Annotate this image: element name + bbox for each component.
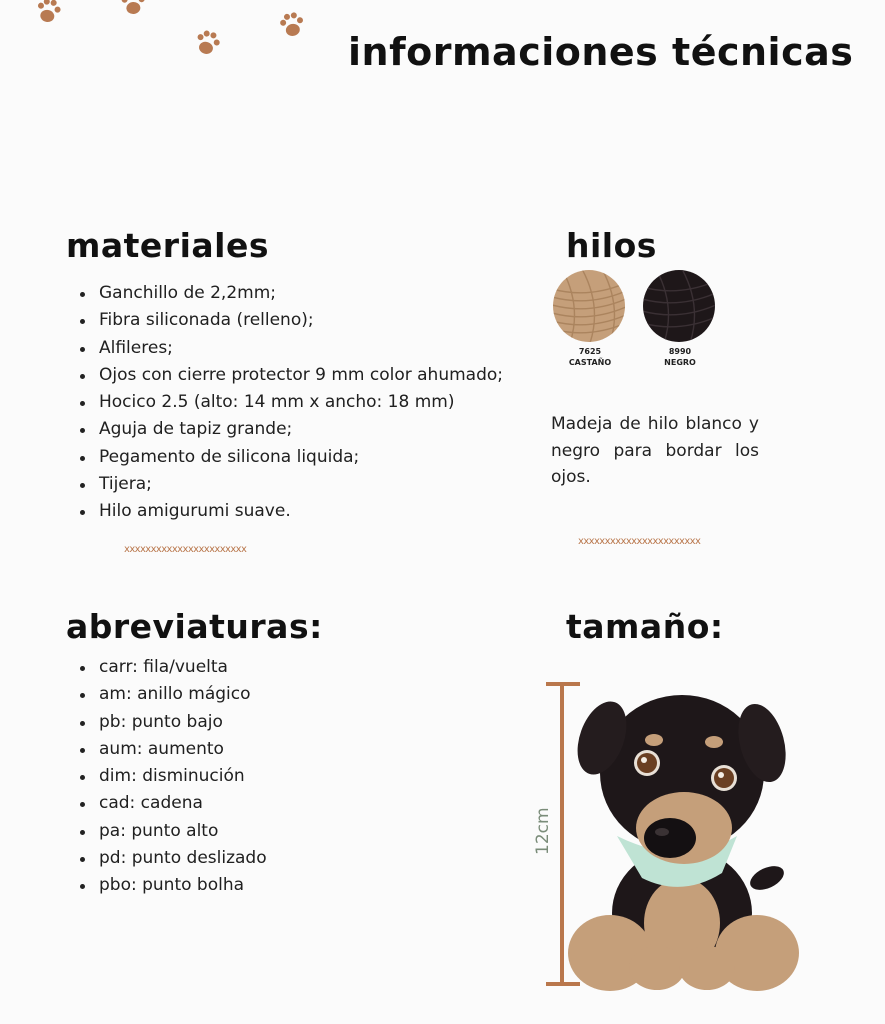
paw-icon [194, 29, 222, 57]
list-item: dim: disminución [77, 763, 267, 790]
list-item: carr: fila/vuelta [77, 654, 267, 681]
paw-prints-decoration [0, 0, 330, 70]
list-item: Tijera; [77, 471, 503, 498]
yarn-code: 7625 [578, 347, 602, 356]
list-item: pa: punto alto [77, 818, 267, 845]
yarn-swatch-castano [552, 269, 626, 343]
list-item: Ganchillo de 2,2mm; [77, 280, 503, 307]
tamano-heading: tamaño: [566, 607, 724, 646]
yarn-code: 8990 [668, 347, 692, 356]
abreviaturas-heading: abreviaturas: [66, 607, 323, 646]
decorative-divider: xxxxxxxxxxxxxxxxxxxxxxx [124, 544, 247, 555]
yarn-caption [545, 346, 635, 368]
list-item: pbo: punto bolha [77, 872, 267, 899]
list-item: Pegamento de silicona liquida; [77, 444, 503, 471]
list-item: Aguja de tapiz grande; [77, 416, 503, 443]
yarn-name: CASTAÑO [568, 358, 612, 367]
yarn-swatch-negro [642, 269, 716, 343]
list-item: Hilo amigurumi suave. [77, 498, 503, 525]
list-item: aum: aumento [77, 736, 267, 763]
list-item: Hocico 2.5 (alto: 14 mm x ancho: 18 mm) [77, 389, 503, 416]
yarn-caption [635, 346, 725, 368]
yarn-name: NEGRO [664, 358, 696, 367]
hilos-note: Madeja de hilo blanco y negro para bordar los ojos. [551, 414, 759, 487]
hilos-heading: hilos [566, 226, 657, 265]
materiales-heading: materiales [66, 226, 269, 265]
list-item: Alfileres; [77, 335, 503, 362]
amigurumi-dog-image [562, 668, 802, 998]
list-item: pb: punto bajo [77, 709, 267, 736]
size-label: 12cm [533, 807, 553, 855]
list-item: cad: cadena [77, 790, 267, 817]
abreviaturas-list [77, 654, 267, 900]
paw-icon [279, 11, 306, 38]
list-item: Ojos con cierre protector 9 mm color ahumado; [77, 362, 503, 389]
list-item: Fibra siliconada (relleno); [77, 307, 503, 334]
page-title: informaciones técnicas [348, 30, 854, 74]
decorative-divider: xxxxxxxxxxxxxxxxxxxxxxx [578, 536, 701, 547]
list-item: pd: punto deslizado [77, 845, 267, 872]
materiales-list [77, 280, 503, 526]
paw-icon [35, 0, 62, 24]
paw-icon [121, 0, 146, 15]
list-item: am: anillo mágico [77, 681, 267, 708]
